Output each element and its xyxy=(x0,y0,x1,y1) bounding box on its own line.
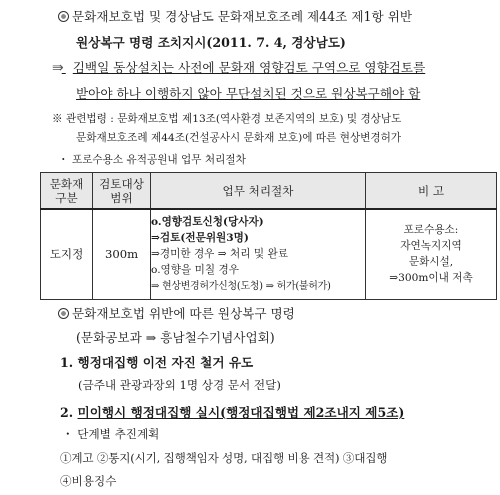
cell-steps xyxy=(151,209,366,299)
cell-category: 도지정 xyxy=(41,209,93,299)
note-line-1-row xyxy=(52,57,425,76)
step-line: ⇒ 현상변경허가신청(도청) ⇒ 허가(불허가) xyxy=(151,280,331,292)
procedure-heading: ・ 포로수용소 유적공원내 업무 처리절차 xyxy=(58,154,246,166)
section1-title-row xyxy=(58,6,412,25)
step-line: ⇒검토(전문위원3명) xyxy=(151,231,249,244)
item-1-detail: (금주내 관광과장외 1명 상경 문서 전달) xyxy=(78,378,281,392)
note-line: ⇒300m이내 저촉 xyxy=(389,272,473,285)
table-header-row xyxy=(41,173,497,210)
law-line-1: ※ 관련법령 : 문화재보호법 제13조(역사환경 보존지역의 보호) 및 경상남도 xyxy=(52,113,402,125)
note-line-2: 받아야 하나 이행하지 않아 무단설치된 것으로 원상복구해야 함 xyxy=(76,86,421,101)
steps-line-2: ④비용징수 xyxy=(60,474,117,488)
bullet-circle-icon xyxy=(58,11,69,22)
header-category-line2: 구분 xyxy=(55,190,78,205)
item-2-row xyxy=(60,402,404,421)
cell-range: 300m xyxy=(93,209,151,299)
section2-title: 문화재보호법 위반에 따른 원상복구 명령 xyxy=(72,306,295,321)
section1-title: 문화재보호법 및 경상남도 문화재보호조례 제44조 제1항 위반 xyxy=(72,9,413,24)
note-line: 자연녹지지역 xyxy=(400,240,462,253)
steps-line-1: ①계고 ②통지(시기, 집행책임자 성명, 대집행 비용 견적) ③대집행 xyxy=(60,451,388,465)
cell-notes xyxy=(366,209,497,299)
header-range-line1: 검토대상 xyxy=(99,176,144,191)
header-notes: 비 고 xyxy=(366,173,497,210)
section2-route: (문화공보과 ⇒ 흥남철수기념사업회) xyxy=(76,330,275,345)
step-line: ⇒경미한 경우 ⇒ 처리 및 완료 xyxy=(151,248,288,261)
restoration-order: 원상복구 명령 조치지시(2011. 7. 4, 경상남도) xyxy=(76,35,346,50)
law-line-2: 문화재보호조례 제44조(건설공사시 문화재 보호)에 따른 현상변경허가 xyxy=(76,132,402,144)
header-procedure: 업무 처리절차 xyxy=(151,173,366,210)
item-1: 1. 행정대집행 이전 자진 철거 유도 xyxy=(60,355,254,370)
section2-title-row xyxy=(58,303,295,322)
bullet-circle-icon xyxy=(58,308,69,319)
header-category-line1: 문화재 xyxy=(49,176,84,191)
procedure-table xyxy=(40,172,497,300)
item-2-prefix: 2. xyxy=(60,405,78,420)
step-heading: ・ 단계별 추진계획 xyxy=(62,427,160,441)
note-line-1: 김백일 동상설치는 사전에 문화재 영향검토 구역으로 영향검토를 xyxy=(72,60,426,75)
double-arrow-icon: ⇛ xyxy=(52,60,62,76)
header-range-line2: 범위 xyxy=(110,190,133,205)
note-line: 포로수용소: xyxy=(403,223,459,236)
step-line: o.영향을 미칠 경우 xyxy=(151,264,239,277)
table-row xyxy=(41,209,497,299)
step-line: o.영향검토신청(당사자) xyxy=(151,215,264,228)
header-category xyxy=(41,173,93,210)
item-2-text: 미이행시 행정대집행 실시(행정대집행법 제2조내지 제5조) xyxy=(77,405,405,420)
header-range xyxy=(93,173,151,210)
note-line: 문화시설, xyxy=(408,256,454,269)
